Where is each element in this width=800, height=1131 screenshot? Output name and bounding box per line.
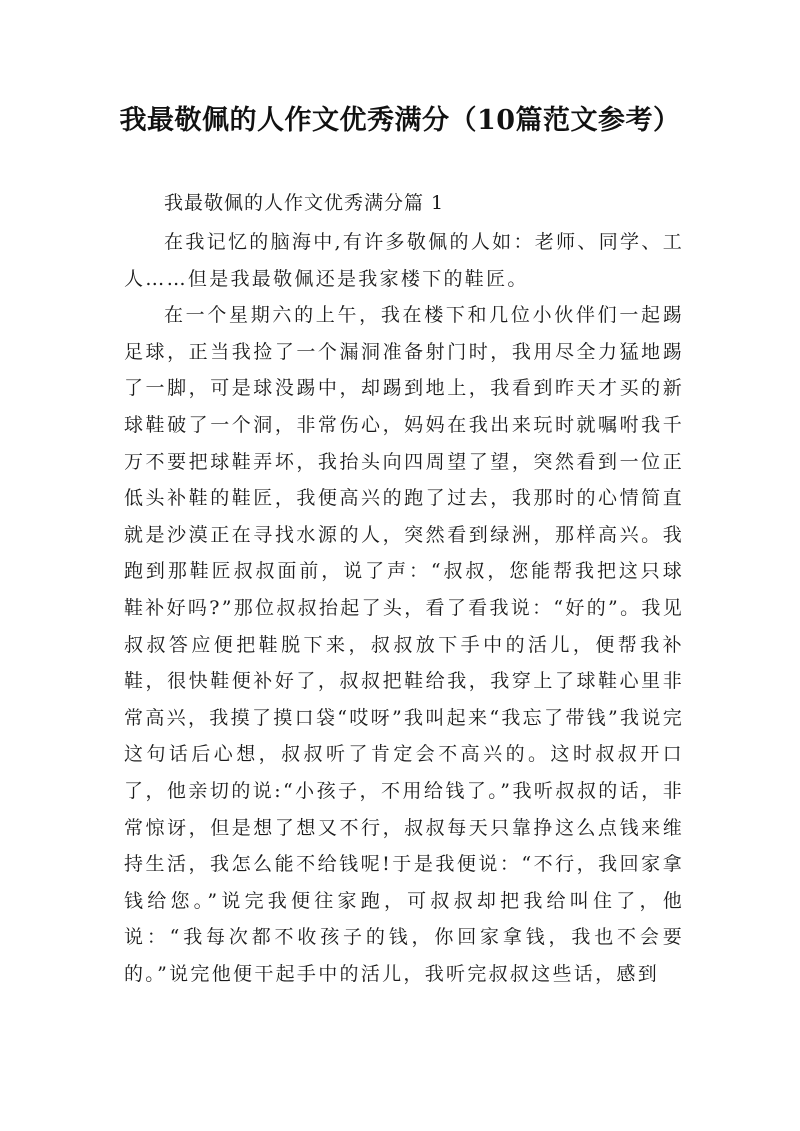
document-body xyxy=(124,186,684,992)
section-heading: 我最敬佩的人作文优秀满分篇 1 xyxy=(164,192,445,214)
document-title: 我最敬佩的人作文优秀满分（10篇范文参考） xyxy=(119,105,681,136)
paragraph-intro: 在我记忆的脑海中,有许多敬佩的人如：老师、同学、工人……但是我最敬佩还是我家楼下的鞋匠。 xyxy=(124,231,684,290)
paragraph-story: 在一个星期六的上午，我在楼下和几位小伙伴们一起踢足球，正当我捡了一个漏洞准备射门时，我用尽全力猛地踢了一脚，可是球没踢中，却踢到地上，我看到昨天才买的新球鞋破了一个洞，非常伤心，妈妈在我出来玩时就嘱咐我千万不要把球鞋弄坏，我抬头向四周望了望，突然看到一位正低头补鞋的鞋匠，我便高兴的跑了过去，我那时的心情简直就是沙漠正在寻找水源的人，突然看到绿洲，那样高兴。我跑到那鞋匠叔叔面前，说了声：“叔叔，您能帮我把这只球鞋补好吗?”那位叔叔抬起了头，看了看我说：“好的”。我见叔叔答应便把鞋脱下来，叔叔放下手中的活儿，便帮我补鞋，很快鞋便补好了，叔叔把鞋给我，我穿上了球鞋心里非常高兴，我摸了摸口袋“哎呀”我叫起来“我忘了带钱”我说完这句话后心想，叔叔听了肯定会不高兴的。这时叔叔开口了，他亲切的说:“小孩子，不用给钱了。”我听叔叔的话，非常惊讶，但是想了想又不行，叔叔每天只靠挣这么点钱来维持生活，我怎么能不给钱呢!于是我便说：“不行，我回家拿钱给您。”说完我便往家跑，可叔叔却把我给叫住了，他说：“我每次都不收孩子的钱，你回家拿钱，我也不会要的。”说完他便干起手中的活儿，我听完叔叔这些话，感到 xyxy=(124,304,684,985)
